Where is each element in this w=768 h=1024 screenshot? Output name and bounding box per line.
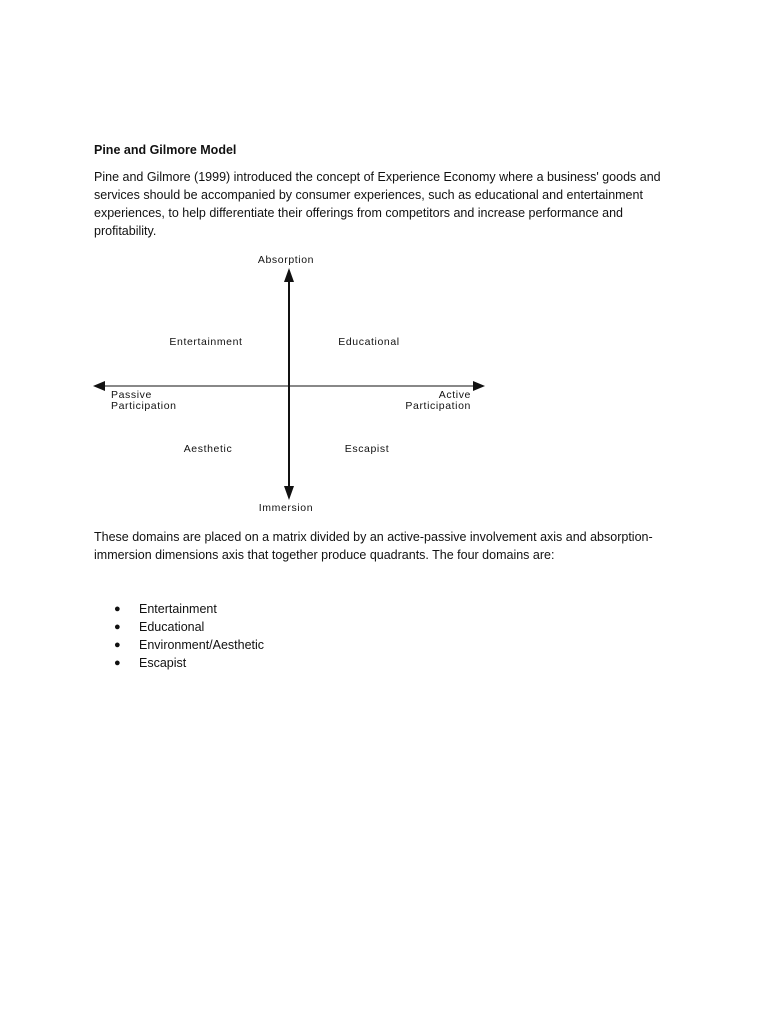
- axis-label-passive-participation: Participation: [111, 400, 177, 412]
- list-item: [94, 654, 264, 672]
- axis-label-immersion: Immersion: [258, 502, 314, 514]
- horizontal-axis-right-arrow: [473, 381, 485, 391]
- domains-paragraph: These domains are placed on a matrix divided by an active-passive involvement axis and absorption-immersion dimensions axis that together produce quadrants. The four domains are:: [94, 530, 653, 562]
- page-title: Pine and Gilmore Model: [94, 143, 237, 157]
- list-item-text: Environment/Aesthetic: [139, 638, 265, 652]
- list-item: [94, 600, 264, 618]
- intro-paragraph: Pine and Gilmore (1999) introduced the concept of Experience Economy where a business' goods and services should be accompanied by consumer experiences, such as educational and entertainment experiences, to help differentiate their offerings from competitors and increase performance and profitability.: [94, 170, 661, 238]
- vertical-axis-bottom-arrow: [284, 486, 294, 500]
- bullet-icon: ●: [114, 603, 121, 615]
- axis-label-passive: Passive: [111, 389, 152, 401]
- bullet-icon: ●: [114, 657, 121, 669]
- axis-label-absorption: Absorption: [257, 254, 315, 266]
- quadrant-label-escapist: Escapist: [344, 443, 390, 455]
- quadrant-label-entertainment: Entertainment: [169, 336, 243, 348]
- bullet-icon: ●: [114, 639, 121, 651]
- horizontal-axis-left-arrow: [93, 381, 105, 391]
- quadrant-label-aesthetic: Aesthetic: [183, 443, 233, 455]
- domain-list: [94, 600, 264, 672]
- list-item-text: Escapist: [139, 656, 187, 670]
- axis-label-active-participation: Participation: [405, 400, 471, 412]
- quadrant-label-educational: Educational: [338, 336, 400, 348]
- list-item-text: Educational: [139, 620, 205, 634]
- list-item: [94, 636, 264, 654]
- vertical-axis-top-arrow: [284, 268, 294, 282]
- list-item-text: Entertainment: [139, 602, 217, 616]
- axis-label-active: Active: [438, 389, 471, 401]
- bullet-icon: ●: [114, 621, 121, 633]
- list-item: [94, 618, 264, 636]
